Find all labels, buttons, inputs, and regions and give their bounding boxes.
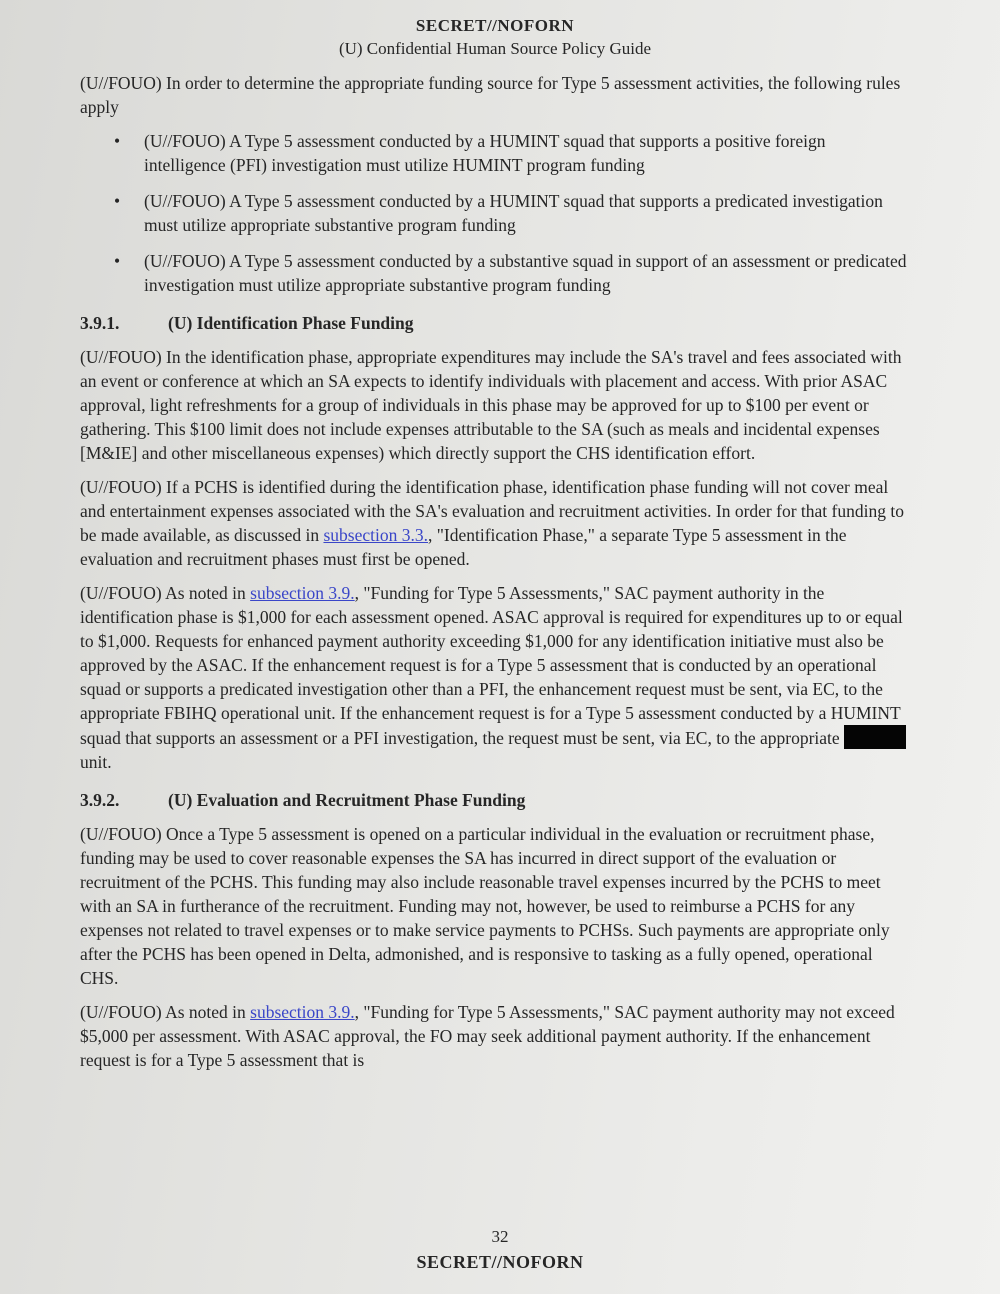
- paragraph: [80, 581, 910, 774]
- paragraph: [80, 475, 910, 571]
- document-page: [80, 14, 910, 1082]
- section-heading-3-9-1: [80, 311, 910, 335]
- subsection-link[interactable]: subsection 3.9.: [250, 1002, 355, 1022]
- subsection-link[interactable]: subsection 3.3.: [323, 525, 428, 545]
- text: , "Identification Phase," a separate Type 5 assessment in the evaluation and recruitment phases must first be opened.: [80, 525, 847, 569]
- subsection-link[interactable]: subsection 3.9.: [250, 583, 355, 603]
- header-title: (U) Confidential Human Source Policy Guide: [338, 39, 652, 58]
- text: (U//FOUO) If a PCHS is identified during the identification phase, identification phase funding will not cover meal and entertainment expenses associated with the SA's evaluation and recruitment activities. In order for that funding to be made available, as discussed in: [80, 477, 904, 545]
- text: , "Funding for Type 5 Assessments," SAC payment authority may not exceed $5,000 per assessment. With ASAC approval, the FO may seek additional payment authority. If the enhancement request is for a Type 5 assessment that is: [80, 1002, 895, 1070]
- footer-classification: SECRET//NOFORN: [416, 1252, 584, 1272]
- text: , "Funding for Type 5 Assessments," SAC payment authority in the identification phase is $1,000 for each assessment opened. ASAC approval is required for expenditures up to or equal to $1,000. Requests for enhanced payment authority exceeding $1,000 for any identification initiative must also be approved by the ASAC. If the enhancement request is for a Type 5 assessment that is conducted by an operational squad or supports a predicated investigation other than a PFI, the enhancement request must be sent, via EC, to the appropriate FBIHQ operational unit. If the enhancement request is for a Type 5 assessment conducted by a HUMINT squad that supports an assessment or a PFI investigation, the request must be sent, via EC, to the appropriate: [80, 583, 903, 748]
- page-number: 32: [491, 1227, 509, 1246]
- list-item: • (U//FOUO) A Type 5 assessment conducted by a HUMINT squad that supports a positive foreign intelligence (PFI) investigation must utilize HUMINT program funding: [144, 129, 910, 177]
- text: (U//FOUO) As noted in: [80, 1002, 251, 1022]
- text: (U//FOUO) As noted in: [80, 583, 251, 603]
- intro-paragraph: (U//FOUO) In order to determine the appropriate funding source for Type 5 assessment activities, the following rules apply: [80, 73, 901, 117]
- section-number: 3.9.2.: [80, 790, 120, 810]
- paragraph: (U//FOUO) Once a Type 5 assessment is opened on a particular individual in the evaluation or recruitment phase, funding may be used to cover reasonable expenses the SA has incurred in direct support of the evaluation or recruitment of the PCHS. This funding may also include reasonable travel expenses incurred by the PCHS to meet with an SA in furtherance of the recruitment. Funding may not, however, be used to reimburse a PCHS for any expenses not related to travel expenses or to make service payments to PCHSs. Such payments are appropriate only after the PCHS has been opened in Delta, admonished, and is responsive to tasking as a fully opened, operational CHS.: [80, 824, 890, 988]
- paragraph: (U//FOUO) In the identification phase, appropriate expenditures may include the SA's travel and fees associated with an event or conference at which an SA expects to identify individuals with placement and access. With prior ASAC approval, light refreshments for a group of individuals in this phase may be approved for up to $100 per event or gathering. This $100 limit does not include expenses attributable to the SA (such as meals and incidental expenses [M&IE] and other miscellaneous expenses) which directly support the CHS identification effort.: [80, 347, 902, 463]
- list-item: • (U//FOUO) A Type 5 assessment conducted by a HUMINT squad that supports a predicated investigation must utilize appropriate substantive program funding: [144, 189, 910, 237]
- section-heading-3-9-2: [80, 788, 910, 812]
- redaction-box: [844, 725, 906, 749]
- section-title: (U) Identification Phase Funding: [168, 313, 414, 333]
- text: unit.: [80, 752, 112, 772]
- funding-rules-list: [80, 129, 910, 297]
- paragraph: [80, 1000, 910, 1072]
- section-number: 3.9.1.: [80, 313, 120, 333]
- header-classification: SECRET//NOFORN: [415, 16, 575, 35]
- list-item: • (U//FOUO) A Type 5 assessment conducted by a substantive squad in support of an assessment or predicated investigation must utilize appropriate substantive program funding: [144, 249, 910, 297]
- section-title: (U) Evaluation and Recruitment Phase Funding: [168, 790, 526, 810]
